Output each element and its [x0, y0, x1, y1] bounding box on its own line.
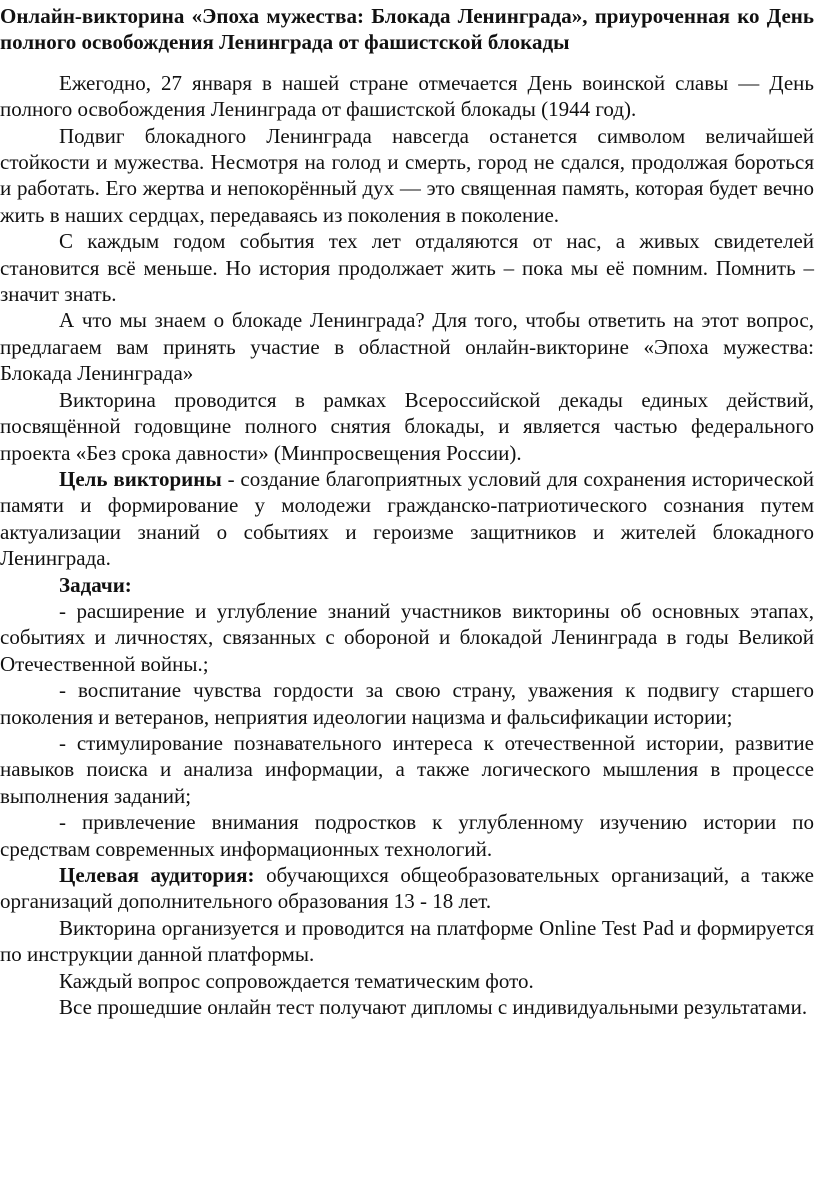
goal-paragraph	[0, 466, 814, 572]
tasks-heading: Задачи:	[59, 572, 132, 597]
audience-label: Целевая аудитория:	[59, 863, 255, 887]
paragraph-feat: Подвиг блокадного Ленинграда навсегда останется символом величайшей стойкости и мужества. Несмотря на голод и смерть, город не сдался, продолжая бороться и работать. Его жертва и непокорённый дух — это священная память, которая будет вечно жить в наших сердцах, передаваясь из поколения в поколение.	[0, 123, 814, 227]
audience-text: обучающихся общеобразовательных организаций, а также организаций дополнительного образования 13 - 18 лет.	[0, 863, 814, 914]
task-item: - расширение и углубление знаний участников викторины об основных этапах, событиях и личностях, связанных с обороной и блокадой Ленинграда в годы Великой Отечественной войны.;	[0, 598, 814, 676]
paragraph-memorial-day: Ежегодно, 27 января в нашей стране отмечается День воинской славы — День полного освобождения Ленинграда от фашистской блокады (1944 год).	[0, 70, 814, 122]
paragraph-diplomas: Все прошедшие онлайн тест получают дипломы с индивидуальными результатами.	[59, 995, 808, 1020]
paragraph-photo: Каждый вопрос сопровождается тематическим фото.	[59, 968, 534, 993]
task-item: - привлечение внимания подростков к углубленному изучению истории по средствам современных информационных технологий.	[0, 810, 814, 861]
paragraph-context: Викторина проводится в рамках Всероссийской декады единых действий, посвящённой годовщине полного снятия блокады, и является частью федерального проекта «Без срока давности» (Минпросвещения России).	[0, 387, 814, 465]
task-item: - воспитание чувства гордости за свою страну, уважения к подвигу старшего поколения и ветеранов, неприятия идеологии нацизма и фальсификации истории;	[0, 678, 814, 729]
paragraph-invitation: А что мы знаем о блокаде Ленинграда? Для того, чтобы ответить на этот вопрос, предлагаем вам принять участие в областной онлайн-викторине «Эпоха мужества: Блокада Ленинграда»	[0, 308, 814, 386]
goal-label: Цель викторины	[59, 466, 222, 491]
document-title: Онлайн-викторина «Эпоха мужества: Блокада Ленинграда», приуроченная ко День полного освобождения Ленинграда от фашистской блокады	[0, 4, 814, 55]
paragraph-history: С каждым годом события тех лет отдаляются от нас, а живых свидетелей становится всё меньше. Но история продолжает жить – пока мы её помним. Помнить – значит знать.	[0, 229, 814, 307]
document-page	[0, 3, 814, 1020]
paragraph-platform: Викторина организуется и проводится на платформе Online Test Pad и формируется по инструкции данной платформы.	[0, 915, 814, 967]
task-item: - стимулирование познавательного интереса к отечественной истории, развитие навыков поиска и анализа информации, а также логического мышления в процессе выполнения заданий;	[0, 730, 814, 808]
audience-paragraph	[0, 862, 814, 915]
goal-text: - создание благоприятных условий для сохранения исторической памяти и формирование у молодежи гражданско-патриотического сознания путем актуализации знаний о событиях и героизме защитников и жителей блокадного Ленинграда.	[0, 466, 815, 571]
